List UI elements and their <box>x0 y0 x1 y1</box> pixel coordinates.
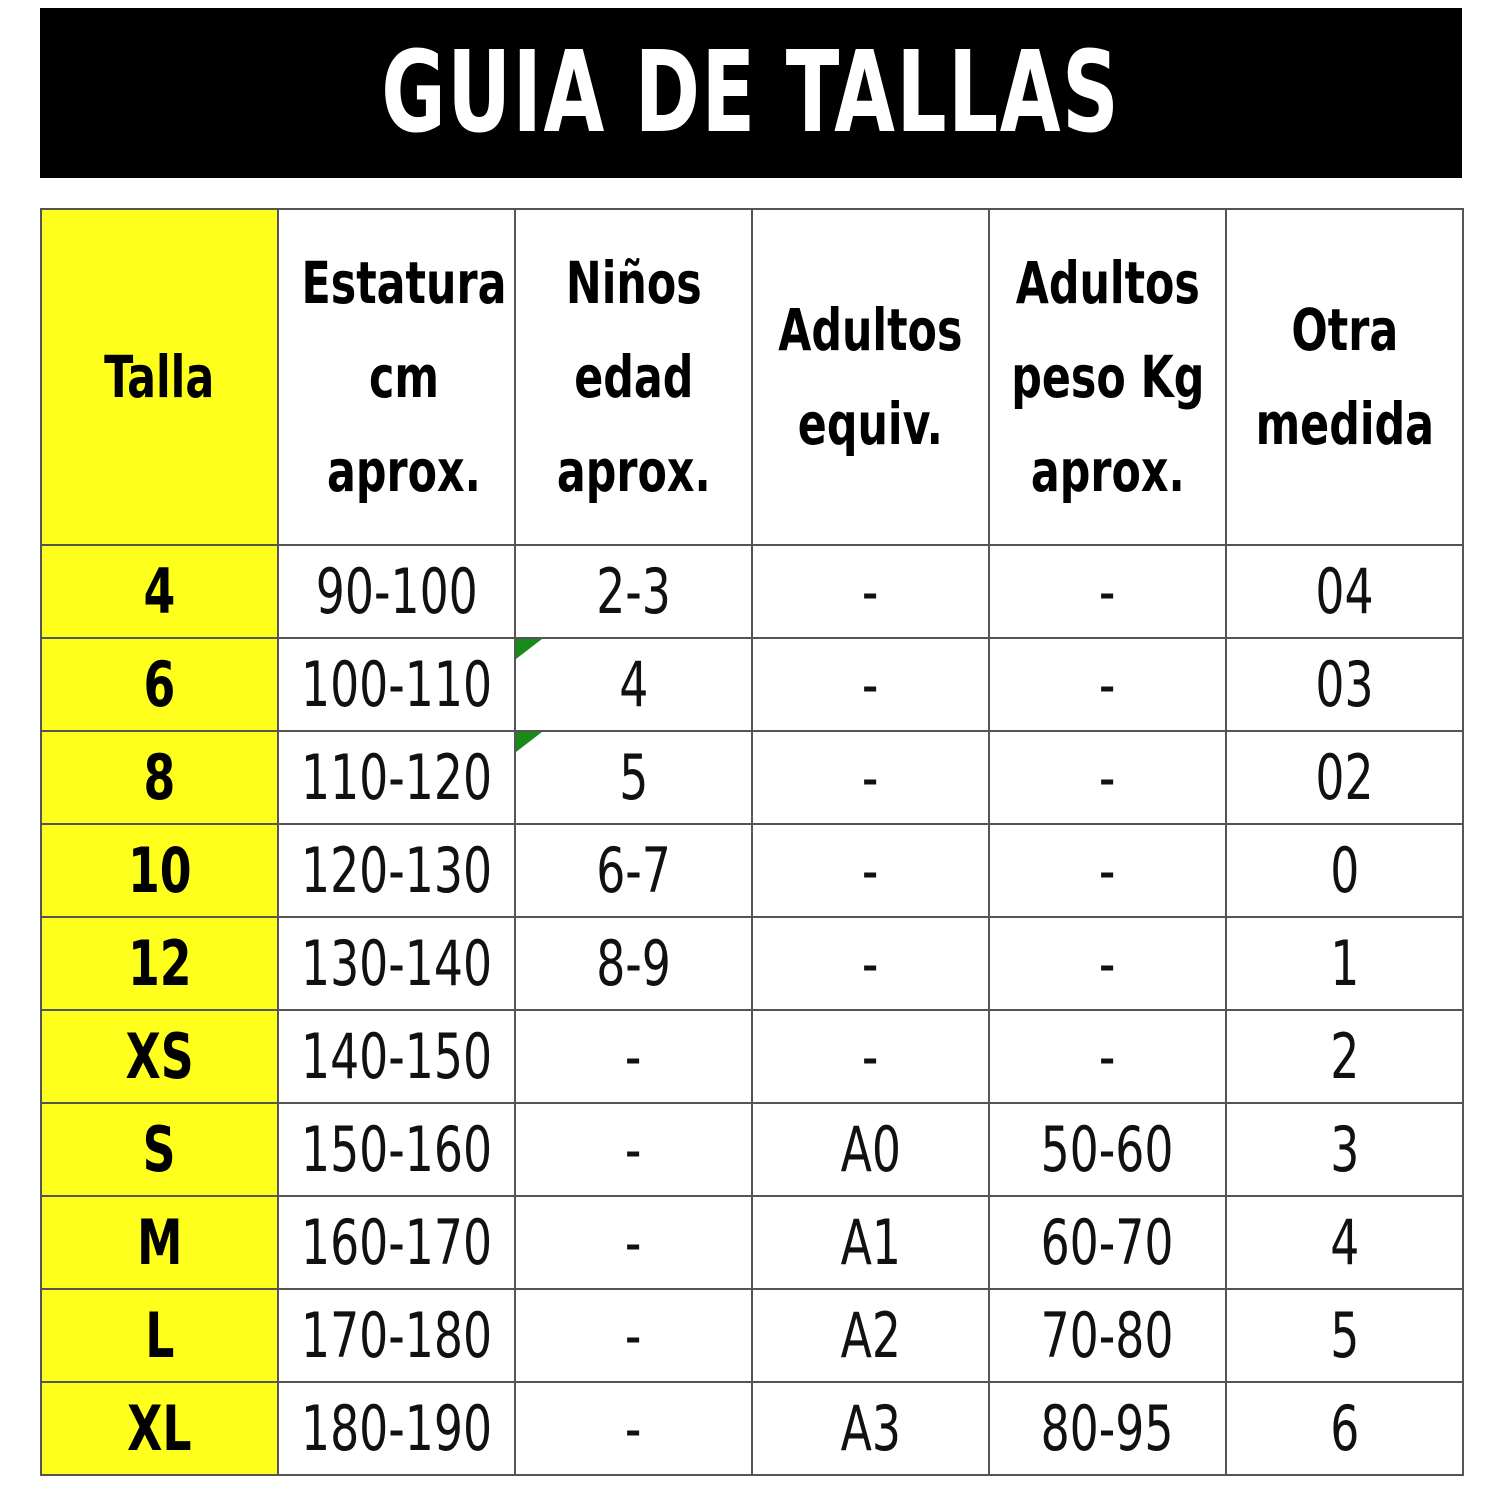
cell-talla <box>41 638 278 731</box>
adultos-equiv-value: A1 <box>840 1206 901 1279</box>
otra-medida-value: 02 <box>1315 741 1374 814</box>
edad-value: - <box>625 1299 642 1372</box>
cell-edad <box>515 1196 752 1289</box>
cell-otra-medida <box>1226 1010 1463 1103</box>
talla-value: 8 <box>143 741 176 814</box>
cell-adultos-equiv <box>752 917 989 1010</box>
cell-estatura <box>278 1196 515 1289</box>
edad-value: 6-7 <box>596 834 671 907</box>
adultos-equiv-value: - <box>862 834 879 907</box>
cell-estatura <box>278 1010 515 1103</box>
peso-value: - <box>1099 741 1116 814</box>
adultos-equiv-value: - <box>862 741 879 814</box>
peso-value: - <box>1099 648 1116 721</box>
estatura-value: 100-110 <box>300 648 493 721</box>
cell-talla <box>41 1010 278 1103</box>
otra-medida-value: 4 <box>1329 1206 1360 1279</box>
cell-talla <box>41 1382 278 1475</box>
cell-peso <box>989 731 1226 824</box>
cell-otra-medida <box>1226 638 1463 731</box>
talla-value: 4 <box>143 555 176 628</box>
peso-value: - <box>1099 1020 1116 1093</box>
edad-value: 4 <box>618 648 649 721</box>
estatura-value: 140-150 <box>300 1020 493 1093</box>
table-row <box>41 638 1463 731</box>
cell-peso <box>989 638 1226 731</box>
otra-medida-value: 03 <box>1315 648 1374 721</box>
otra-medida-value: 5 <box>1329 1299 1360 1372</box>
table-row <box>41 824 1463 917</box>
edad-value: 2-3 <box>596 555 671 628</box>
header-line: peso Kg <box>1011 343 1205 411</box>
estatura-value: 170-180 <box>300 1299 493 1372</box>
peso-value: 60-70 <box>1041 1206 1174 1279</box>
cell-otra-medida <box>1226 1196 1463 1289</box>
adultos-equiv-value: - <box>862 1020 879 1093</box>
header-line: Otra <box>1291 296 1398 364</box>
cell-peso <box>989 545 1226 638</box>
cell-edad <box>515 1103 752 1196</box>
cell-adultos-equiv <box>752 824 989 917</box>
peso-value: 50-60 <box>1041 1113 1174 1186</box>
header-estatura-text <box>301 236 506 518</box>
header-line: equiv. <box>797 390 944 458</box>
otra-medida-value: 6 <box>1329 1392 1360 1465</box>
cell-peso <box>989 1010 1226 1103</box>
header-line: medida <box>1255 390 1434 458</box>
cell-otra-medida <box>1226 1289 1463 1382</box>
header-line: Adultos <box>1015 249 1200 317</box>
header-adultos-peso-text <box>1011 236 1204 518</box>
comment-marker <box>516 732 542 752</box>
otra-medida-value: 1 <box>1329 927 1360 1000</box>
cell-estatura <box>278 824 515 917</box>
cell-talla <box>41 917 278 1010</box>
estatura-value: 110-120 <box>300 741 493 814</box>
header-adultos-equiv-text <box>778 283 962 471</box>
talla-value: M <box>136 1206 183 1279</box>
header-estatura <box>278 209 515 545</box>
cell-adultos-equiv <box>752 638 989 731</box>
cell-edad <box>515 1289 752 1382</box>
talla-value: 10 <box>127 834 192 907</box>
cell-estatura <box>278 638 515 731</box>
cell-edad <box>515 1010 752 1103</box>
edad-value: - <box>625 1392 642 1465</box>
cell-edad <box>515 638 752 731</box>
adultos-equiv-value: - <box>862 927 879 1000</box>
cell-edad <box>515 731 752 824</box>
table-row <box>41 1103 1463 1196</box>
table-row <box>41 731 1463 824</box>
adultos-equiv-value: A2 <box>840 1299 901 1372</box>
table-row <box>41 917 1463 1010</box>
cell-estatura <box>278 1289 515 1382</box>
table-row <box>41 1289 1463 1382</box>
talla-value: 12 <box>127 927 192 1000</box>
cell-adultos-equiv <box>752 545 989 638</box>
title-banner <box>40 8 1462 178</box>
edad-value: 5 <box>618 741 649 814</box>
cell-adultos-equiv <box>752 1010 989 1103</box>
cell-edad <box>515 545 752 638</box>
cell-estatura <box>278 731 515 824</box>
estatura-value: 130-140 <box>300 927 493 1000</box>
header-ninos-edad-text <box>557 236 711 518</box>
talla-value: 6 <box>143 648 176 721</box>
cell-edad <box>515 824 752 917</box>
page-title: GUIA DE TALLAS <box>381 28 1121 158</box>
otra-medida-value: 3 <box>1329 1113 1360 1186</box>
size-guide-table <box>40 208 1464 1476</box>
cell-adultos-equiv <box>752 1289 989 1382</box>
header-line: aprox. <box>556 437 711 505</box>
estatura-value: 180-190 <box>300 1392 493 1465</box>
cell-talla <box>41 545 278 638</box>
adultos-equiv-value: - <box>862 555 879 628</box>
header-line: Talla <box>104 343 215 411</box>
header-line: Adultos <box>778 296 963 364</box>
peso-value: 80-95 <box>1041 1392 1174 1465</box>
cell-edad <box>515 1382 752 1475</box>
peso-value: - <box>1099 927 1116 1000</box>
peso-value: - <box>1099 834 1116 907</box>
cell-peso <box>989 1289 1226 1382</box>
cell-otra-medida <box>1226 1103 1463 1196</box>
cell-adultos-equiv <box>752 1103 989 1196</box>
peso-value: 70-80 <box>1041 1299 1174 1372</box>
table-row <box>41 545 1463 638</box>
otra-medida-value: 0 <box>1329 834 1360 907</box>
talla-value: L <box>144 1299 175 1372</box>
header-line: cm <box>368 343 439 411</box>
cell-otra-medida <box>1226 731 1463 824</box>
table-row <box>41 1196 1463 1289</box>
edad-value: - <box>625 1113 642 1186</box>
adultos-equiv-value: A0 <box>840 1113 901 1186</box>
cell-talla <box>41 1103 278 1196</box>
cell-peso <box>989 1103 1226 1196</box>
cell-peso <box>989 1196 1226 1289</box>
cell-estatura <box>278 545 515 638</box>
estatura-value: 150-160 <box>300 1113 493 1186</box>
talla-value: S <box>143 1113 176 1186</box>
cell-peso <box>989 824 1226 917</box>
header-line: aprox. <box>1030 437 1185 505</box>
header-ninos-edad <box>515 209 752 545</box>
edad-value: - <box>625 1020 642 1093</box>
header-adultos-equiv <box>752 209 989 545</box>
table-row <box>41 1010 1463 1103</box>
estatura-value: 160-170 <box>300 1206 493 1279</box>
header-talla <box>41 209 278 545</box>
header-line: edad <box>573 343 694 411</box>
cell-adultos-equiv <box>752 1382 989 1475</box>
adultos-equiv-value: A3 <box>840 1392 901 1465</box>
header-line: Niños <box>565 249 702 317</box>
cell-edad <box>515 917 752 1010</box>
header-line: Estatura <box>301 249 507 317</box>
header-otra-medida-text <box>1255 283 1433 471</box>
cell-estatura <box>278 917 515 1010</box>
cell-peso <box>989 917 1226 1010</box>
adultos-equiv-value: - <box>862 648 879 721</box>
cell-talla <box>41 824 278 917</box>
cell-otra-medida <box>1226 824 1463 917</box>
cell-estatura <box>278 1103 515 1196</box>
header-talla-text <box>104 330 214 424</box>
table-row <box>41 1382 1463 1475</box>
estatura-value: 120-130 <box>300 834 493 907</box>
cell-talla <box>41 1196 278 1289</box>
cell-talla <box>41 731 278 824</box>
peso-value: - <box>1099 555 1116 628</box>
cell-otra-medida <box>1226 917 1463 1010</box>
cell-adultos-equiv <box>752 731 989 824</box>
cell-otra-medida <box>1226 1382 1463 1475</box>
cell-estatura <box>278 1382 515 1475</box>
header-row <box>41 209 1463 545</box>
otra-medida-value: 04 <box>1315 555 1374 628</box>
estatura-value: 90-100 <box>315 555 478 628</box>
cell-adultos-equiv <box>752 1196 989 1289</box>
cell-otra-medida <box>1226 545 1463 638</box>
header-line: aprox. <box>327 437 481 505</box>
cell-peso <box>989 1382 1226 1475</box>
header-otra-medida <box>1226 209 1463 545</box>
talla-value: XS <box>125 1020 194 1093</box>
edad-value: 8-9 <box>596 927 671 1000</box>
comment-marker <box>516 639 542 659</box>
talla-value: XL <box>127 1392 192 1465</box>
cell-talla <box>41 1289 278 1382</box>
header-adultos-peso <box>989 209 1226 545</box>
otra-medida-value: 2 <box>1329 1020 1360 1093</box>
edad-value: - <box>625 1206 642 1279</box>
